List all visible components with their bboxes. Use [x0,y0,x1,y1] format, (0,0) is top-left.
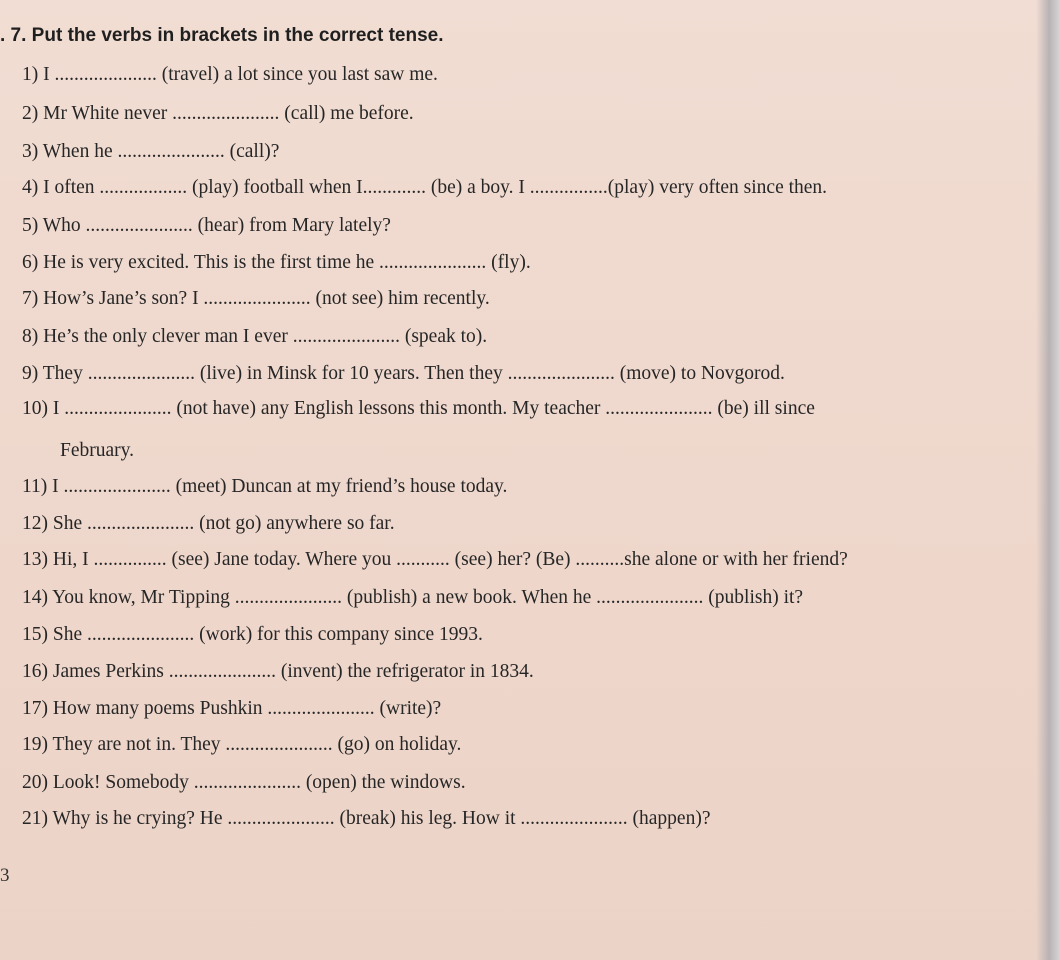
exercise-item-10-continuation: February. [60,440,135,461]
exercise-item-4: 4) I often .................. (play) football when I............. (be) a boy. I ................(play) very often since then. [22,177,828,198]
exercise-item-15: 15) She ...................... (work) for this company since 1993. [22,624,483,645]
exercise-item-12: 12) She ...................... (not go) anywhere so far. [22,513,395,534]
exercise-item-13: 13) Hi, I ............... (see) Jane today. Where you ........... (see) her? (Be) ..........she alone or with her friend? [22,549,848,570]
exercise-item-7: 7) How’s Jane’s son? I ...................... (not see) him recently. [22,288,490,309]
exercise-item-11: 11) I ...................... (meet) Duncan at my friend’s house today. [22,476,508,497]
exercise-item-9: 9) They ...................... (live) in Minsk for 10 years. Then they ...................... (move) to Novgorod. [22,363,785,384]
exercise-item-19: 19) They are not in. They ...................... (go) on holiday. [22,734,462,755]
exercise-item-14: 14) You know, Mr Tipping ...................... (publish) a new book. When he ...................... (publish) it? [22,587,804,608]
exercise-item-6: 6) He is very excited. This is the first time he ...................... (fly). [22,252,531,273]
exercise-item-10: 10) I ...................... (not have) any English lessons this month. My teacher ...................... (be) ill since [22,398,815,419]
book-spine-shadow [1036,0,1060,960]
exercise-item-8: 8) He’s the only clever man I ever ...................... (speak to). [22,326,488,347]
exercise-title: . 7. Put the verbs in brackets in the correct tense. [0,25,444,46]
exercise-item-5: 5) Who ...................... (hear) from Mary lately? [22,215,391,236]
page-number: 3 [0,865,10,886]
exercise-item-2: 2) Mr White never ...................... (call) me before. [22,103,414,124]
exercise-item-21: 21) Why is he crying? He ...................... (break) his leg. How it ...................... (happen)? [22,808,711,829]
exercise-item-3: 3) When he ...................... (call)? [22,141,280,162]
exercise-item-17: 17) How many poems Pushkin ...................... (write)? [22,698,442,719]
exercise-item-20: 20) Look! Somebody ...................... (open) the windows. [22,772,466,793]
exercise-item-16: 16) James Perkins ...................... (invent) the refrigerator in 1834. [22,661,534,682]
exercise-item-1: 1) I ..................... (travel) a lot since you last saw me. [22,64,438,85]
